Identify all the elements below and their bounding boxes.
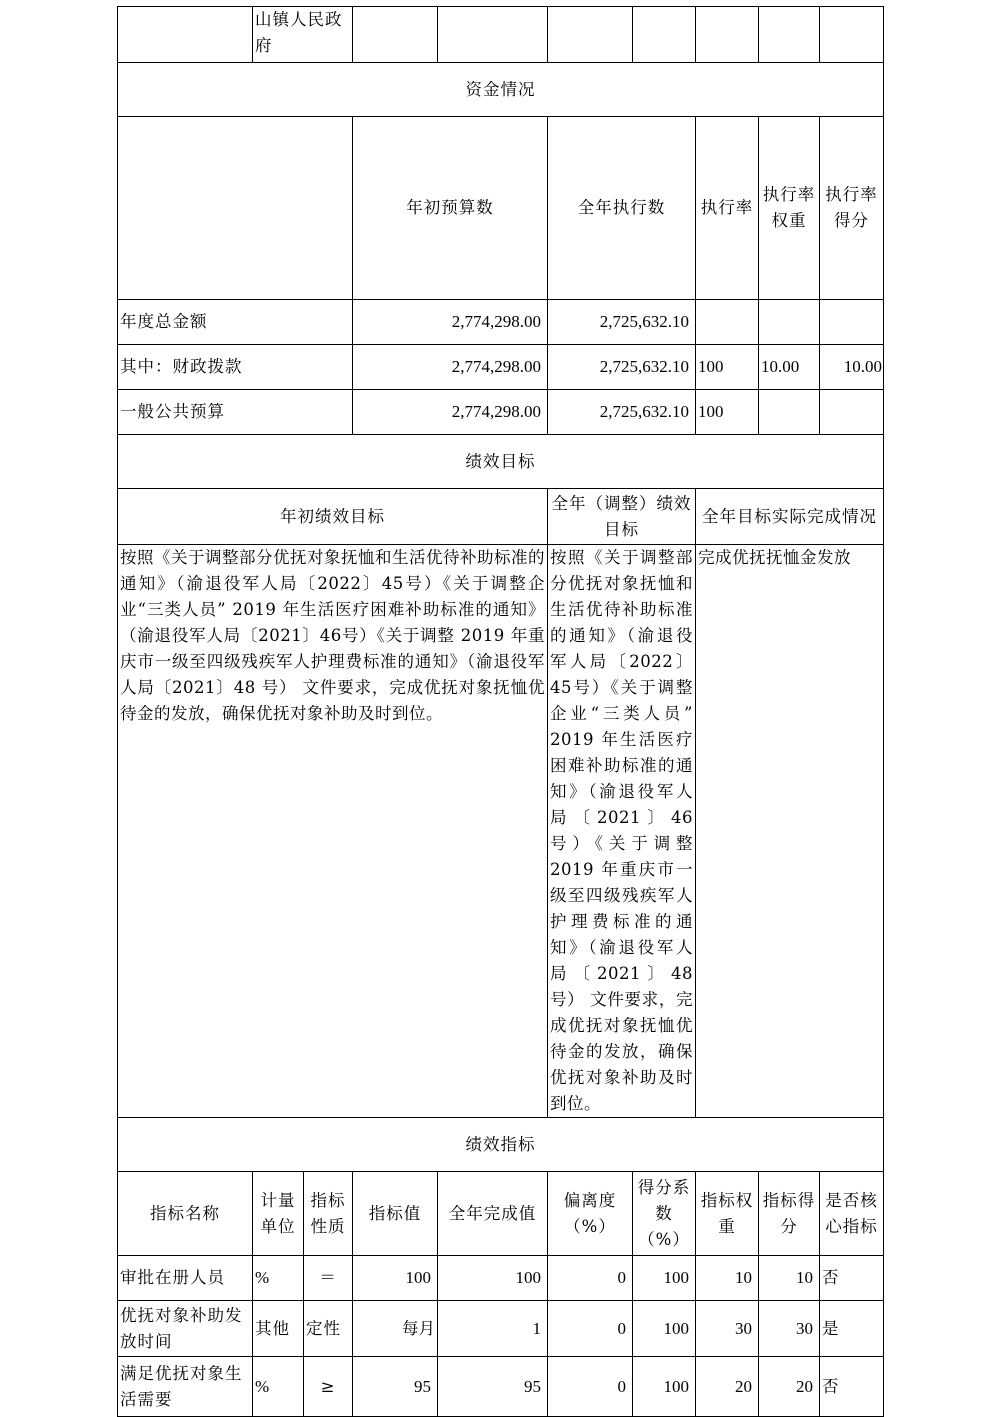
header-nature: 指标性质 (304, 1172, 353, 1256)
indicator-value: 95 (353, 1357, 438, 1417)
empty-cell (118, 7, 253, 63)
indicators-header-row (118, 1172, 884, 1256)
header-weight: 指标权重 (696, 1172, 759, 1256)
funds-row-label: 其中：财政拨款 (118, 345, 353, 390)
funds-row-label: 年度总金额 (118, 300, 353, 345)
funds-row-label: 一般公共预算 (118, 390, 353, 435)
indicator-coefficient: 100 (633, 1357, 696, 1417)
indicator-name: 审批在册人员 (118, 1256, 253, 1301)
indicator-coefficient: 100 (633, 1301, 696, 1357)
header-adjusted-goal: 全年（调整）绩效目标 (548, 489, 696, 545)
report-table (117, 6, 884, 1417)
header-rate-weight: 执行率权重 (759, 117, 820, 300)
funds-score (820, 390, 884, 435)
indicator-unit: % (253, 1357, 304, 1417)
initial-goal-text: 按照《关于调整部分优抚对象抚恤和生活优待补助标准的通知》（渝退役军人局〔2022〕45号）《关于调整企业“三类人员” 2019 年生活医疗困难补助标准的通知》（渝退役军人局〔2021〕46号）《关于调整 2019 年重庆市一级至四级残疾军人护理费标准的通知》（渝退役军人局〔2021〕48 号） 文件要求，完成优抚对象抚恤优待金的发放，确保优抚对象补助及时到位。 (118, 545, 548, 1118)
funds-rate (696, 300, 759, 345)
goals-header-row (118, 489, 884, 545)
empty-cell (633, 7, 696, 63)
indicators-section-title: 绩效指标 (118, 1118, 884, 1172)
org-row (118, 7, 884, 63)
funds-row-total (118, 300, 884, 345)
indicator-deviation: 0 (548, 1301, 633, 1357)
indicator-done: 100 (438, 1256, 548, 1301)
empty-cell (353, 7, 438, 63)
funds-row-fiscal (118, 345, 884, 390)
funds-section-title: 资金情况 (118, 63, 884, 117)
header-score: 指标得分 (759, 1172, 820, 1256)
funds-rate: 100 (696, 390, 759, 435)
indicator-deviation: 0 (548, 1357, 633, 1417)
indicator-core: 否 (820, 1357, 884, 1417)
header-coefficient: 得分系数（%） (633, 1172, 696, 1256)
funds-initial: 2,774,298.00 (353, 390, 548, 435)
funds-rate: 100 (696, 345, 759, 390)
header-deviation: 偏离度（%） (548, 1172, 633, 1256)
indicator-weight: 30 (696, 1301, 759, 1357)
indicator-score: 10 (759, 1256, 820, 1301)
header-core: 是否核心指标 (820, 1172, 884, 1256)
adjusted-goal-text: 按照《关于调整部分优抚对象抚恤和生活优待补助标准的通知》（渝退役军人局〔2022〕45号）《关于调整企业“三类人员” 2019 年生活医疗困难补助标准的通知》（渝退役军人局〔2021〕46 号）《关于调整 2019 年重庆市一级至四级残疾军人护理费标准的通知》（渝退役军人局〔2021〕48 号） 文件要求，完成优抚对象抚恤优待金的发放，确保优抚对象补助及时到位。 (548, 545, 696, 1118)
empty-cell (438, 7, 548, 63)
empty-cell (759, 7, 820, 63)
indicator-unit: % (253, 1256, 304, 1301)
empty-cell (820, 7, 884, 63)
funds-executed: 2,725,632.10 (548, 345, 696, 390)
actual-completion-text: 完成优抚抚恤金发放 (696, 545, 884, 1118)
funds-score: 10.00 (820, 345, 884, 390)
goals-content-row (118, 545, 884, 1118)
indicator-coefficient: 100 (633, 1256, 696, 1301)
funds-executed: 2,725,632.10 (548, 300, 696, 345)
org-name: 山镇人民政府 (253, 7, 353, 63)
funds-score (820, 300, 884, 345)
empty-cell (118, 117, 353, 300)
header-exec-rate: 执行率 (696, 117, 759, 300)
header-initial-budget: 年初预算数 (353, 117, 548, 300)
indicator-nature: ≥ (304, 1357, 353, 1417)
funds-executed: 2,725,632.10 (548, 390, 696, 435)
header-rate-score: 执行率得分 (820, 117, 884, 300)
funds-initial: 2,774,298.00 (353, 345, 548, 390)
empty-cell (548, 7, 633, 63)
indicator-done: 1 (438, 1301, 548, 1357)
indicator-row (118, 1256, 884, 1301)
header-executed: 全年执行数 (548, 117, 696, 300)
header-indicator-name: 指标名称 (118, 1172, 253, 1256)
indicator-weight: 10 (696, 1256, 759, 1301)
indicator-done: 95 (438, 1357, 548, 1417)
indicator-value: 100 (353, 1256, 438, 1301)
header-unit: 计量单位 (253, 1172, 304, 1256)
indicator-row (118, 1357, 884, 1417)
indicator-name: 优抚对象补助发放时间 (118, 1301, 253, 1357)
performance-report-page (117, 6, 883, 1417)
indicator-score: 20 (759, 1357, 820, 1417)
header-initial-goal: 年初绩效目标 (118, 489, 548, 545)
indicator-deviation: 0 (548, 1256, 633, 1301)
indicator-nature: ＝ (304, 1256, 353, 1301)
indicator-core: 是 (820, 1301, 884, 1357)
indicator-value: 每月 (353, 1301, 438, 1357)
indicator-weight: 20 (696, 1357, 759, 1417)
funds-weight: 10.00 (759, 345, 820, 390)
funds-weight (759, 390, 820, 435)
header-actual-completion: 全年目标实际完成情况 (696, 489, 884, 545)
header-target-value: 指标值 (353, 1172, 438, 1256)
funds-row-general (118, 390, 884, 435)
goals-section-title: 绩效目标 (118, 435, 884, 489)
funds-initial: 2,774,298.00 (353, 300, 548, 345)
funds-weight (759, 300, 820, 345)
header-annual-done: 全年完成值 (438, 1172, 548, 1256)
funds-header-row (118, 117, 884, 300)
indicator-unit: 其他 (253, 1301, 304, 1357)
indicator-row (118, 1301, 884, 1357)
indicator-name: 满足优抚对象生活需要 (118, 1357, 253, 1417)
empty-cell (696, 7, 759, 63)
indicator-core: 否 (820, 1256, 884, 1301)
indicator-nature: 定性 (304, 1301, 353, 1357)
indicator-score: 30 (759, 1301, 820, 1357)
